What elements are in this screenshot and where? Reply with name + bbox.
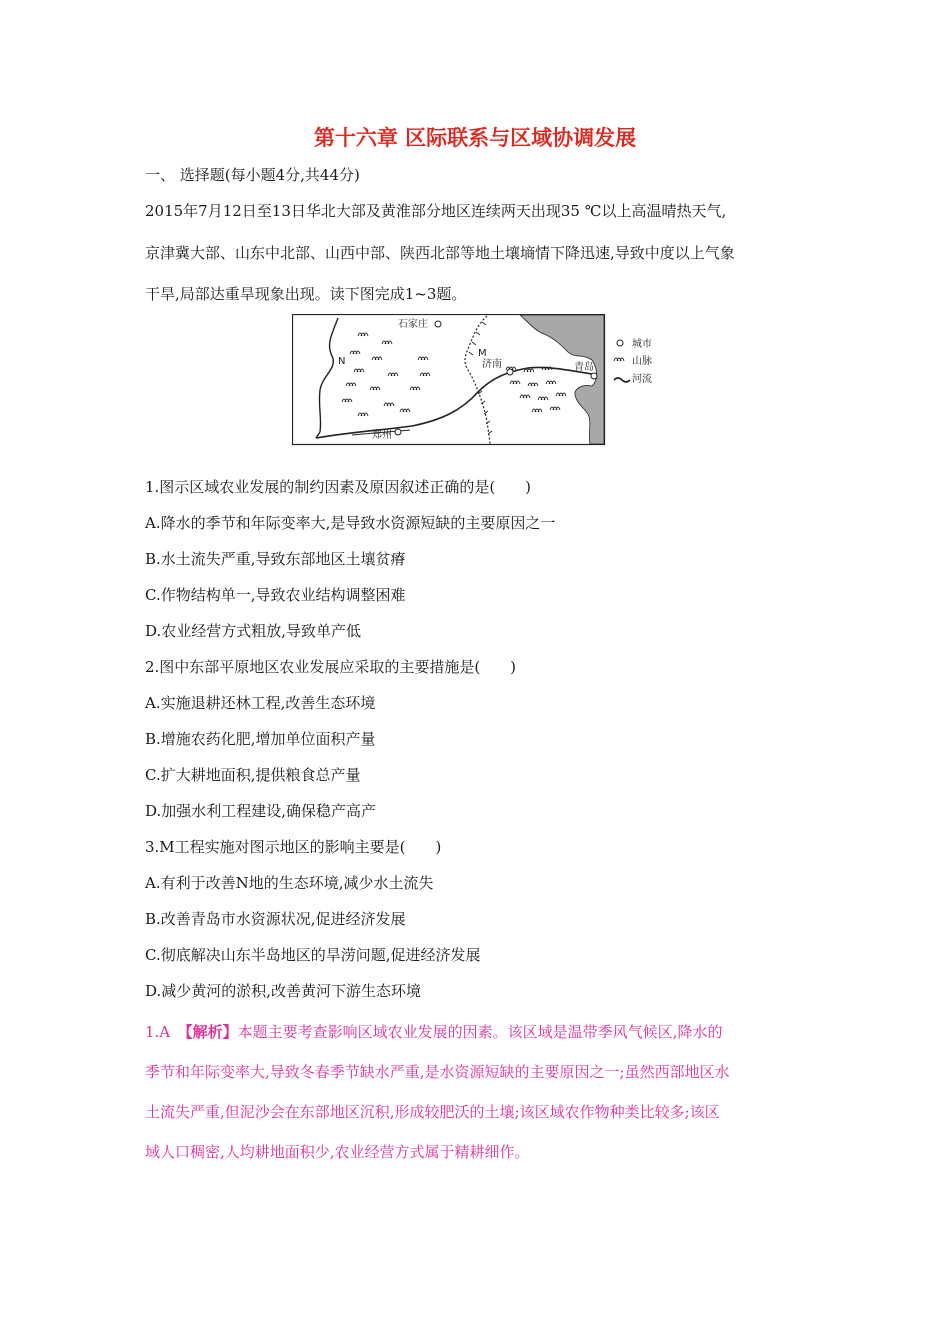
question-3-option-b: B.改善青岛市水资源状况,促进经济发展 [145, 910, 406, 928]
question-1-option-c: C.作物结构单一,导致农业结构调整困难 [145, 586, 406, 604]
question-1-option-b: B.水土流失严重,导致东部地区土壤贫瘠 [145, 550, 406, 568]
intro-line-1: 2015年7月12日至13日华北大部及黄淮部分地区连续两天出现35 ℃以上高温晴热天气, [145, 202, 727, 220]
label-shijiazhuang: 石家庄 [398, 319, 428, 330]
city-shijiazhuang-icon [435, 321, 441, 327]
intro-line-2: 京津冀大部、山东中北部、山西中部、陕西北部等地土壤墒情下降迅速,导致中度以上气象 [145, 244, 735, 262]
answer-prefix: 1.A [145, 1023, 186, 1041]
label-jinan: 济南 [482, 359, 502, 370]
question-2-stem: 2.图中东部平原地区农业发展应采取的主要措施是( ) [145, 658, 517, 676]
city-icon [617, 340, 623, 346]
map-legend [614, 337, 652, 385]
label-zhengzhou: 郑州 [372, 430, 392, 441]
section-heading: 一、 选择题(每小题4分,共44分) [145, 166, 360, 184]
answer-explanation [145, 1012, 805, 1172]
answer-line-3: 土流失严重,但泥沙会在东部地区沉积,形成较肥沃的土壤;该区域农作物种类比较多;该区 [145, 1103, 720, 1121]
label-m: M [478, 348, 487, 359]
question-3-option-a: A.有利于改善N地的生态环境,减少水土流失 [145, 874, 434, 892]
question-1-stem: 1.图示区域农业发展的制约因素及原因叙述正确的是( ) [145, 478, 532, 496]
intro-line-3: 干旱,局部达重旱现象出现。读下图完成1~3题。 [145, 285, 467, 303]
city-qingdao-icon [591, 373, 597, 379]
answer-tag: 【解析】 [185, 1023, 238, 1041]
answer-line-4: 域人口稠密,人均耕地面积少,农业经营方式属于精耕细作。 [145, 1143, 530, 1161]
question-2-option-c: C.扩大耕地面积,提供粮食总产量 [145, 766, 361, 784]
region-map [292, 314, 672, 446]
legend-river-label: 河流 [632, 374, 652, 385]
question-2-option-a: A.实施退耕还林工程,改善生态环境 [145, 694, 376, 712]
city-jinan-icon [507, 369, 513, 375]
city-zhengzhou-icon [395, 429, 401, 435]
question-3-stem: 3.M工程实施对图示地区的影响主要是( ) [145, 838, 442, 856]
label-n: N [338, 356, 346, 367]
chapter-title: 第十六章 区际联系与区域协调发展 [313, 126, 637, 150]
river-icon [614, 378, 630, 382]
legend-city-label: 城市 [632, 339, 652, 350]
legend-mountain-label: 山脉 [632, 356, 652, 367]
mountain-icon [614, 358, 624, 361]
answer-text-1: 本题主要考查影响区域农业发展的因素。该区域是温带季风气候区,降水的 [237, 1023, 723, 1041]
answer-line-1 [145, 1012, 805, 1052]
question-2-option-b: B.增施农药化肥,增加单位面积产量 [145, 730, 376, 748]
question-3-option-c: C.彻底解决山东半岛地区的旱涝问题,促进经济发展 [145, 946, 481, 964]
answer-line-2: 季节和年际变率大,导致冬春季节缺水严重,是水资源短缺的主要原因之一;虽然西部地区水 [145, 1063, 730, 1081]
question-2-option-d: D.加强水利工程建设,确保稳产高产 [145, 802, 377, 820]
label-qingdao: 青岛 [574, 362, 594, 373]
question-1-option-d: D.农业经营方式粗放,导致单产低 [145, 622, 362, 640]
question-3-option-d: D.减少黄河的淤积,改善黄河下游生态环境 [145, 982, 422, 1000]
question-1-option-a: A.降水的季节和年际变率大,是导致水资源短缺的主要原因之一 [145, 514, 556, 532]
